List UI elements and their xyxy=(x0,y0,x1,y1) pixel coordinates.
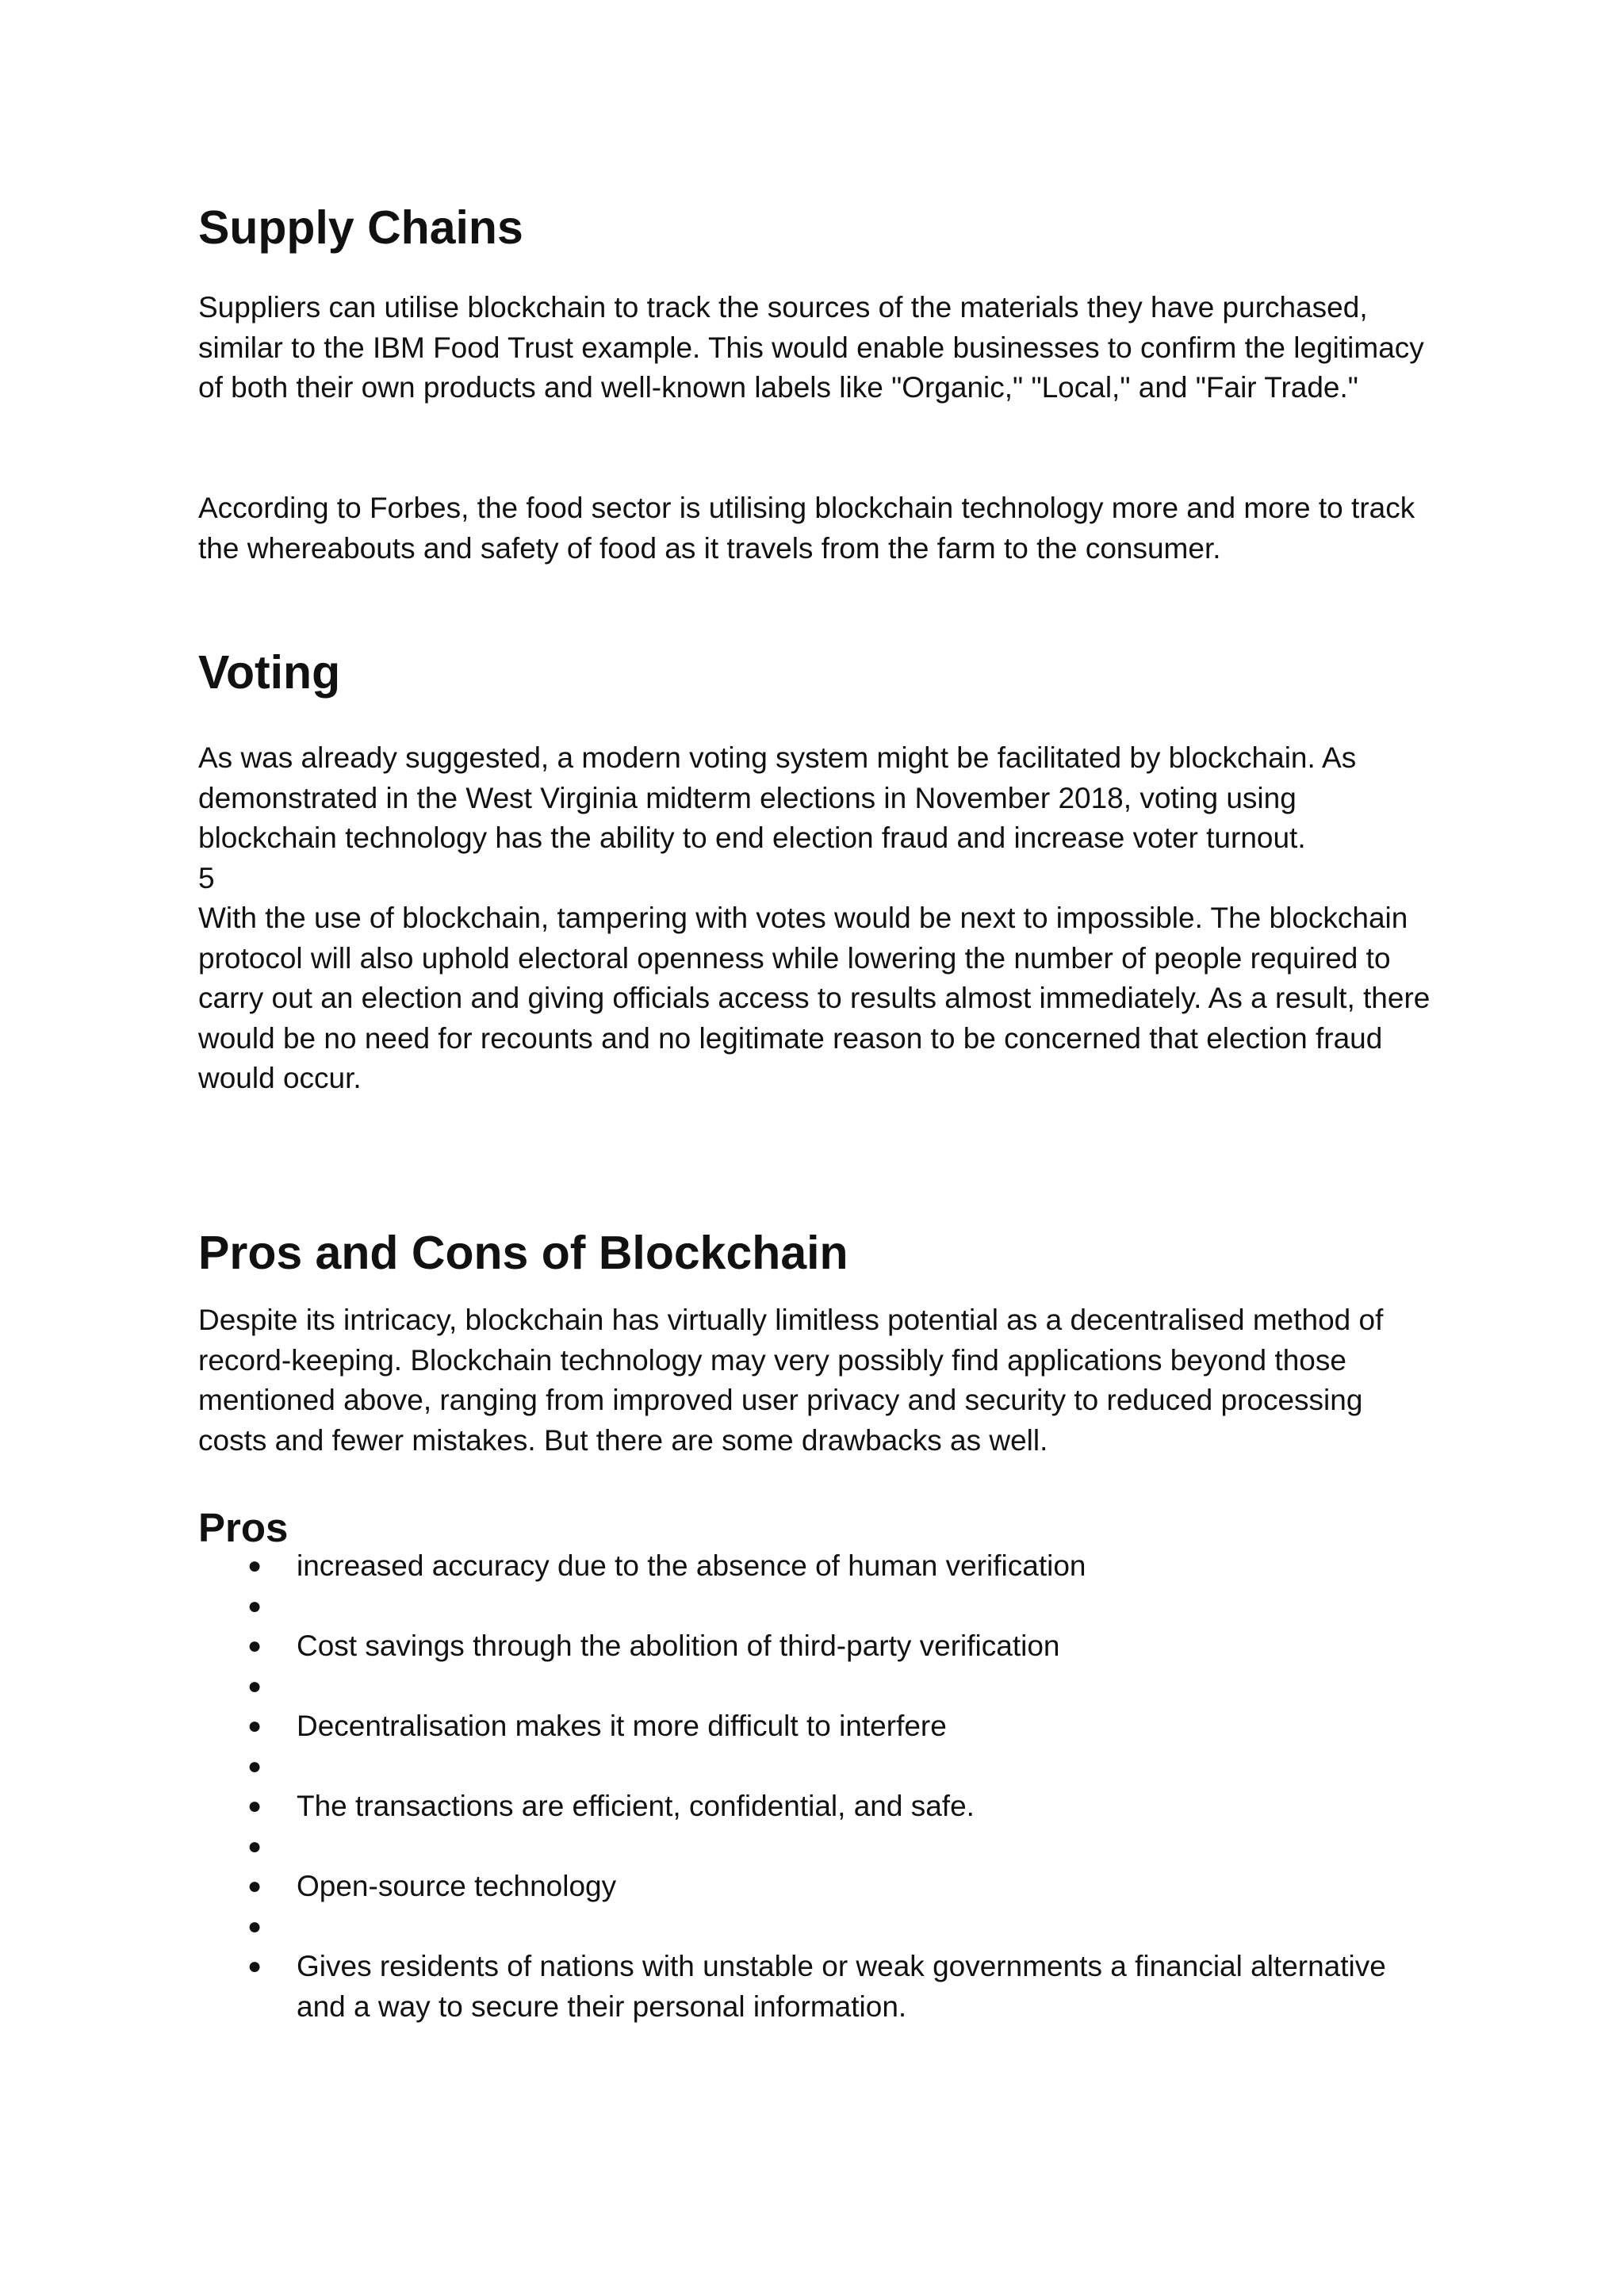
list-item xyxy=(198,1907,1435,1947)
list-item-text: Decentralisation makes it more difficult to interfere xyxy=(297,1710,947,1742)
pros-and-cons-heading: Pros and Cons of Blockchain xyxy=(198,1227,848,1279)
list-item xyxy=(198,1626,1435,1667)
list-item xyxy=(198,1867,1435,1907)
list-item-text: increased accuracy due to the absence of human verification xyxy=(297,1549,1086,1582)
list-item xyxy=(198,1947,1435,2027)
pros-and-cons-paragraph: Despite its intricacy, blockchain has virtually limitless potential as a decentralised method of record-keeping. Blockchain technology may very possibly find applications beyond those mentioned above, ranging from improved user privacy and security to reduced processing costs and fewer mistakes. But there are some drawbacks as well. xyxy=(198,1304,1384,1457)
bullet-icon: ● xyxy=(247,1592,262,1619)
list-item xyxy=(198,1546,1435,1587)
list-item-text: The transactions are efficient, confidential, and safe. xyxy=(297,1790,975,1822)
list-item xyxy=(198,1827,1435,1867)
list-item xyxy=(198,1706,1435,1747)
bullet-icon: ● xyxy=(247,1672,262,1699)
supply-chains-heading: Supply Chains xyxy=(198,201,523,254)
bullet-icon: ● xyxy=(247,1913,262,1940)
pros-list xyxy=(198,1546,1435,2027)
supply-chains-paragraph-2: According to Forbes, the food sector is utilising blockchain technology more and more to track the whereabouts and safety of food as it travels from the farm to the consumer. xyxy=(198,492,1415,565)
bullet-icon: ● xyxy=(247,1953,262,1979)
list-item-text: Gives residents of nations with unstable or weak governments a financial alternative and a way to secure their personal information. xyxy=(297,1950,1386,2023)
voting-paragraph-1: As was already suggested, a modern voting system might be facilitated by blockchain. As demonstrated in the West Virginia midterm elections in November 2018, voting using blockchain technology has the ability to end election fraud and increase voter turnout. xyxy=(198,741,1357,854)
bullet-icon: ● xyxy=(247,1553,262,1579)
list-item xyxy=(198,1747,1435,1787)
list-item xyxy=(198,1667,1435,1707)
voting-heading: Voting xyxy=(198,646,341,699)
list-item xyxy=(198,1587,1435,1627)
supply-chains-paragraph-1: Suppliers can utilise blockchain to track the sources of the materials they have purchased, similar to the IBM Food Trust example. This would enable businesses to confirm the legitimacy of both their own products and well-known labels like "Organic," "Local," and "Fair Trade." xyxy=(198,291,1424,404)
list-item-text: Cost savings through the abolition of third-party verification xyxy=(297,1630,1060,1662)
list-item-text: Open-source technology xyxy=(297,1870,617,1902)
bullet-icon: ● xyxy=(247,1752,262,1779)
pros-heading: Pros xyxy=(198,1505,289,1550)
bullet-icon: ● xyxy=(247,1793,262,1819)
bullet-icon: ● xyxy=(247,1833,262,1859)
voting-paragraph-2: With the use of blockchain, tampering with votes would be next to impossible. The blockchain protocol will also uphold electoral openness while lowering the number of people required to carry out an election and giving officials access to results almost immediately. As a result, there would be no need for recounts and no legitimate reason to be concerned that election fraud would occur. xyxy=(198,902,1431,1094)
bullet-icon: ● xyxy=(247,1713,262,1739)
bullet-icon: ● xyxy=(247,1873,262,1899)
footnote-number: 5 xyxy=(198,862,215,894)
list-item xyxy=(198,1787,1435,1827)
bullet-icon: ● xyxy=(247,1633,262,1659)
